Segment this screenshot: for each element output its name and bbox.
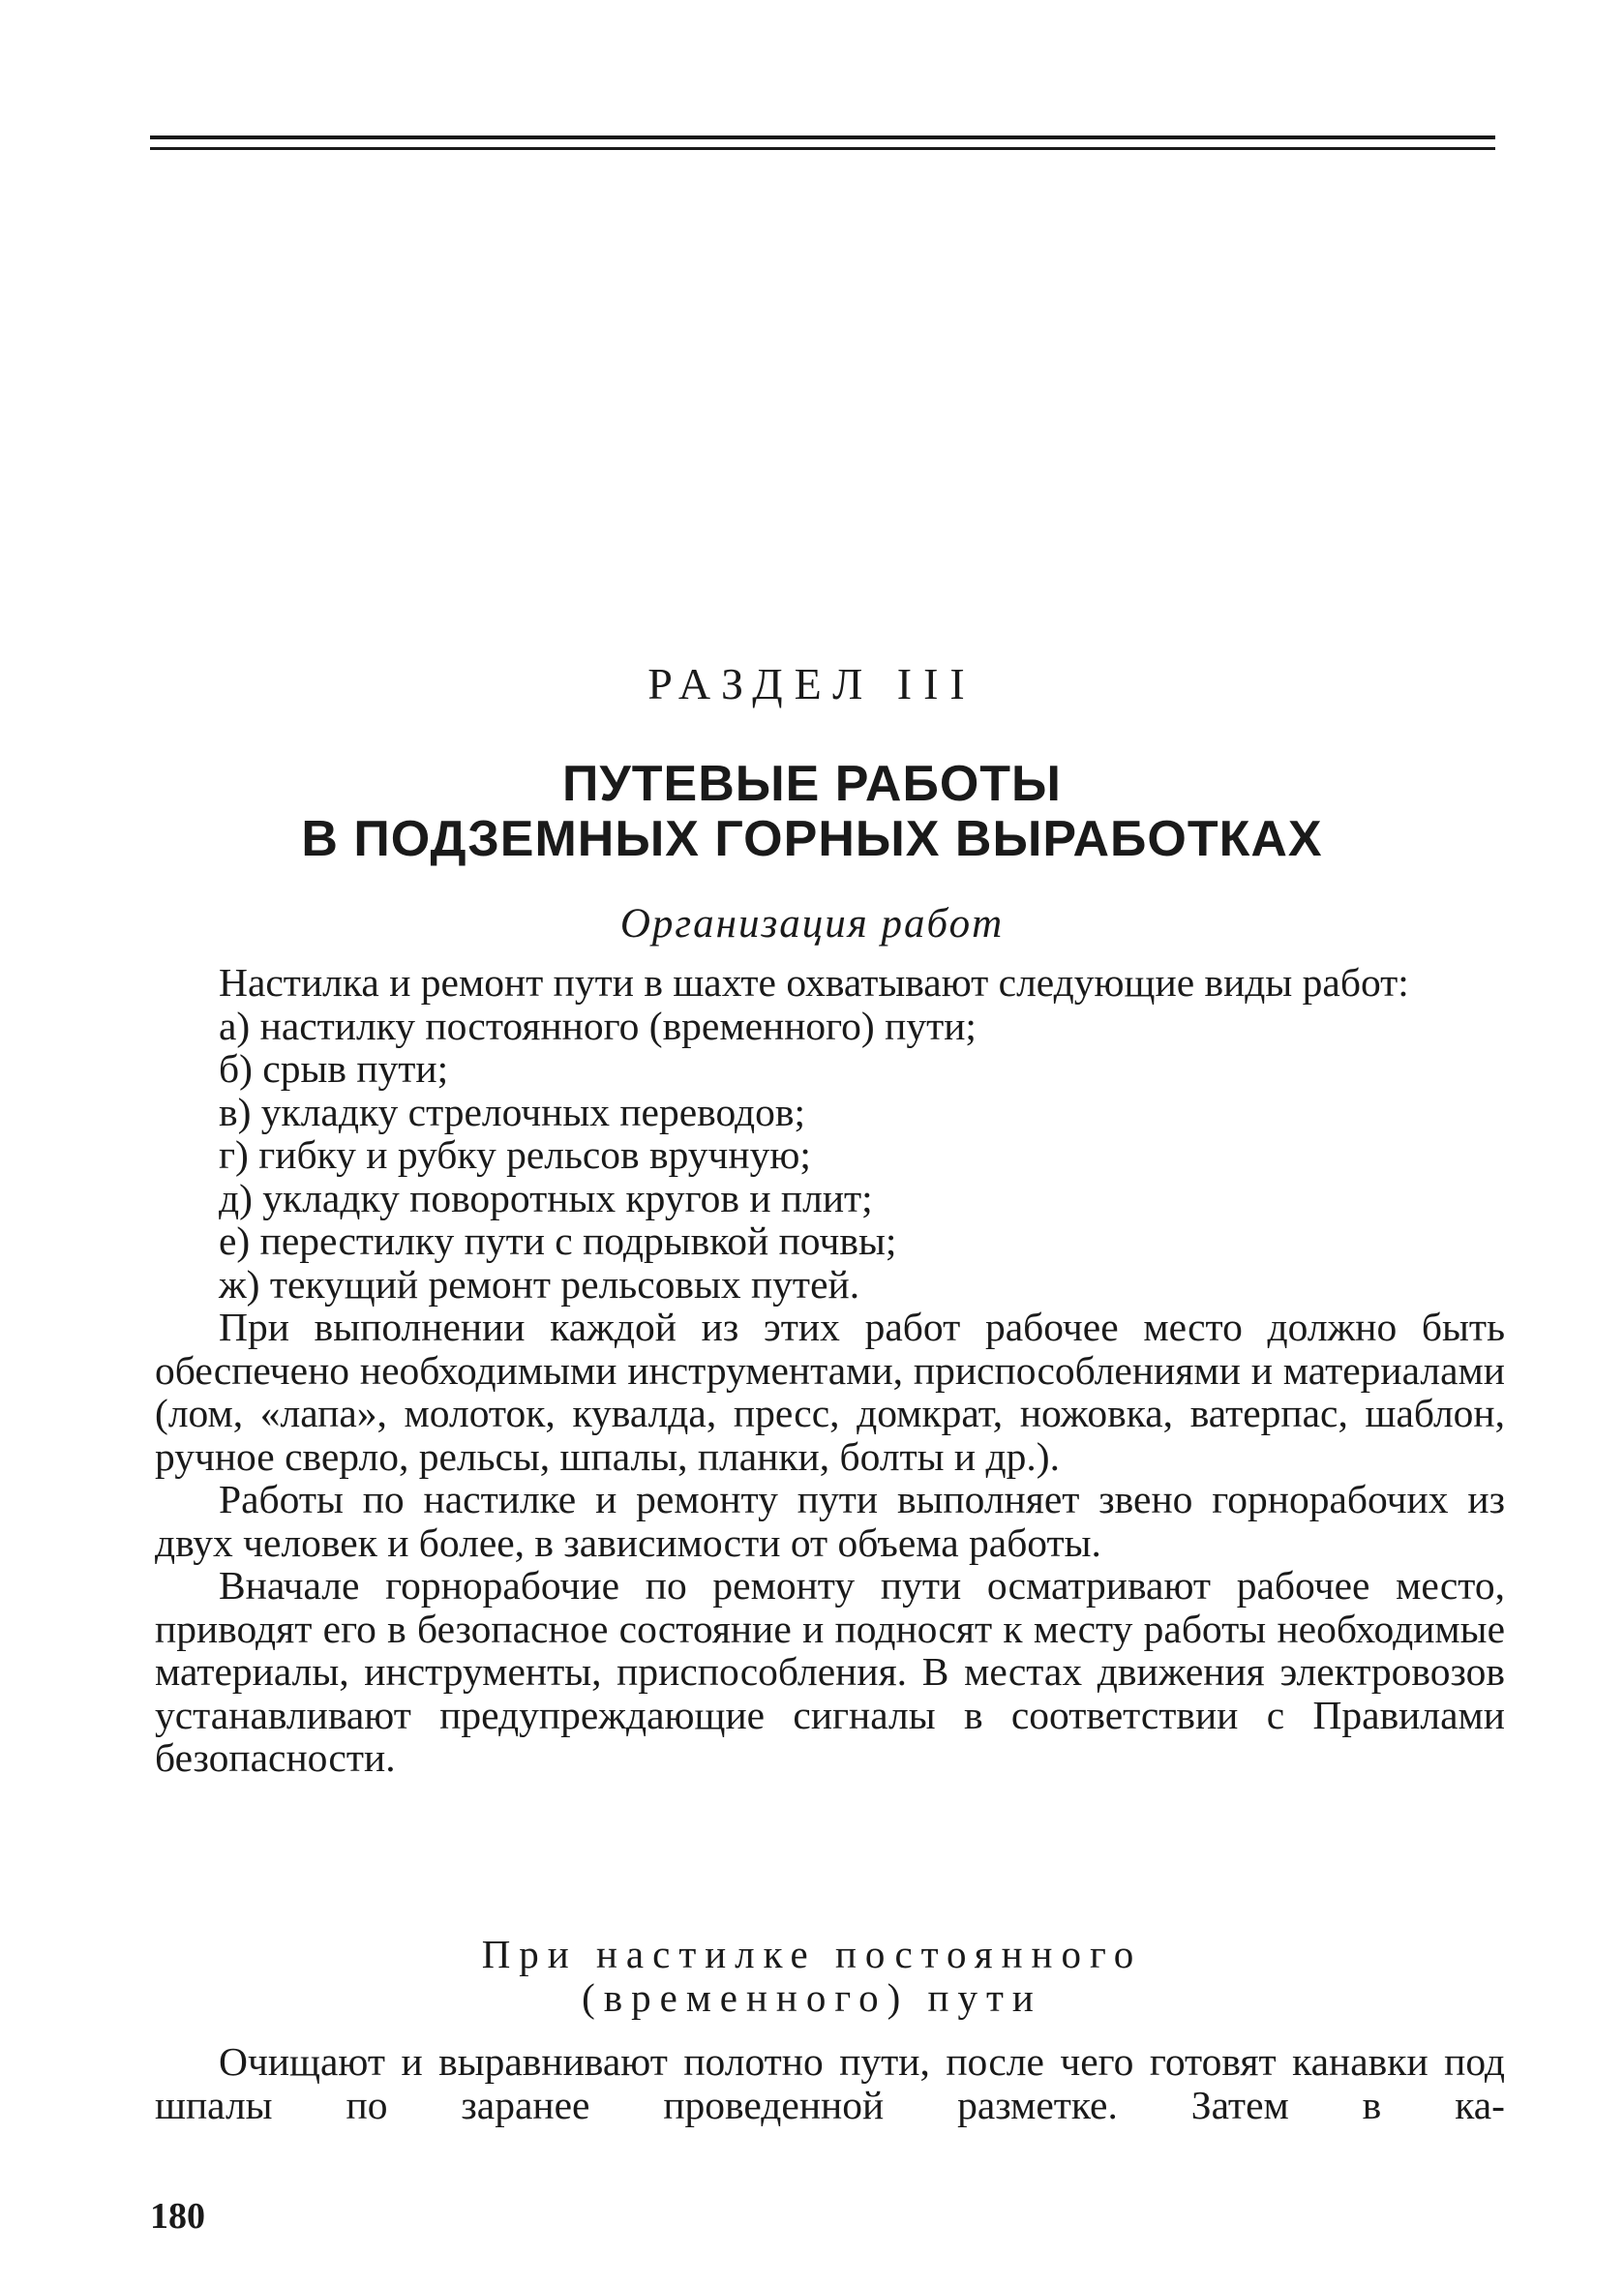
page-number: 180 [150, 2196, 205, 2237]
work-types-list [155, 1005, 1505, 1307]
paragraph-procedure: Очищают и выравнивают полотно пути, после чего готовят канавки под шпалы по заранее проведенной разметке. Затем в ка- [155, 2039, 1505, 2127]
section-label: РАЗДЕЛ III [647, 659, 977, 708]
list-item: е) перестилку пути с подрывкой почвы; [219, 1218, 897, 1263]
paragraph-crew: Работы по настилке и ремонту пути выполняет звено горнорабочих из двух человек и более, в зависимости от объема работы. [155, 1477, 1505, 1565]
paragraph-preparation: Вначале горнорабочие по ремонту пути осматривают рабочее место, приводят его в безопасное состояние и подносят к месту работы необходимые материалы, инструменты, приспособления. В местах движения электровозов устанавливают предупреждающие сигналы в соответствии с Правилами безопасности. [155, 1563, 1505, 1780]
subheading [0, 1933, 1624, 2020]
chapter-title-line-2: В ПОДЗЕМНЫХ ГОРНЫХ ВЫРАБОТКАХ [301, 811, 1323, 867]
main-text [155, 961, 1505, 1780]
list-item: ж) текущий ремонт рельсовых путей. [219, 1261, 860, 1307]
section-subtitle: Организация работ [619, 901, 1005, 947]
header-rule-top [150, 135, 1495, 139]
list-item: в) укладку стрелочных переводов; [219, 1089, 806, 1134]
chapter-title [0, 757, 1624, 867]
paragraph-tools: При выполнении каждой из этих работ рабочее место должно быть обеспечено необходимыми инструментами, приспособлениями и материалами (лом, «лапа», молоток, кувалда, пресс, домкрат, ножовка, ватерпас, шаблон, ручное сверло, рельсы, шпалы, планки, болты и др.). [155, 1305, 1505, 1479]
subheading-line-1: При настилке постоянного [481, 1932, 1143, 1976]
continuation-text [155, 2040, 1505, 2127]
intro-paragraph: Настилка и ремонт пути в шахте охватывают следующие виды работ: [219, 960, 1409, 1005]
list-item: б) срыв пути; [219, 1046, 449, 1091]
list-item: д) укладку поворотных кругов и плит; [219, 1175, 873, 1220]
header-rule-bottom [150, 147, 1495, 150]
subheading-line-2: (временного) пути [582, 1975, 1042, 2020]
list-item: г) гибку и рубку рельсов вручную; [219, 1132, 811, 1177]
list-item: а) настилку постоянного (временного) пути; [219, 1003, 977, 1048]
chapter-title-line-1: ПУТЕВЫЕ РАБОТЫ [562, 756, 1062, 812]
